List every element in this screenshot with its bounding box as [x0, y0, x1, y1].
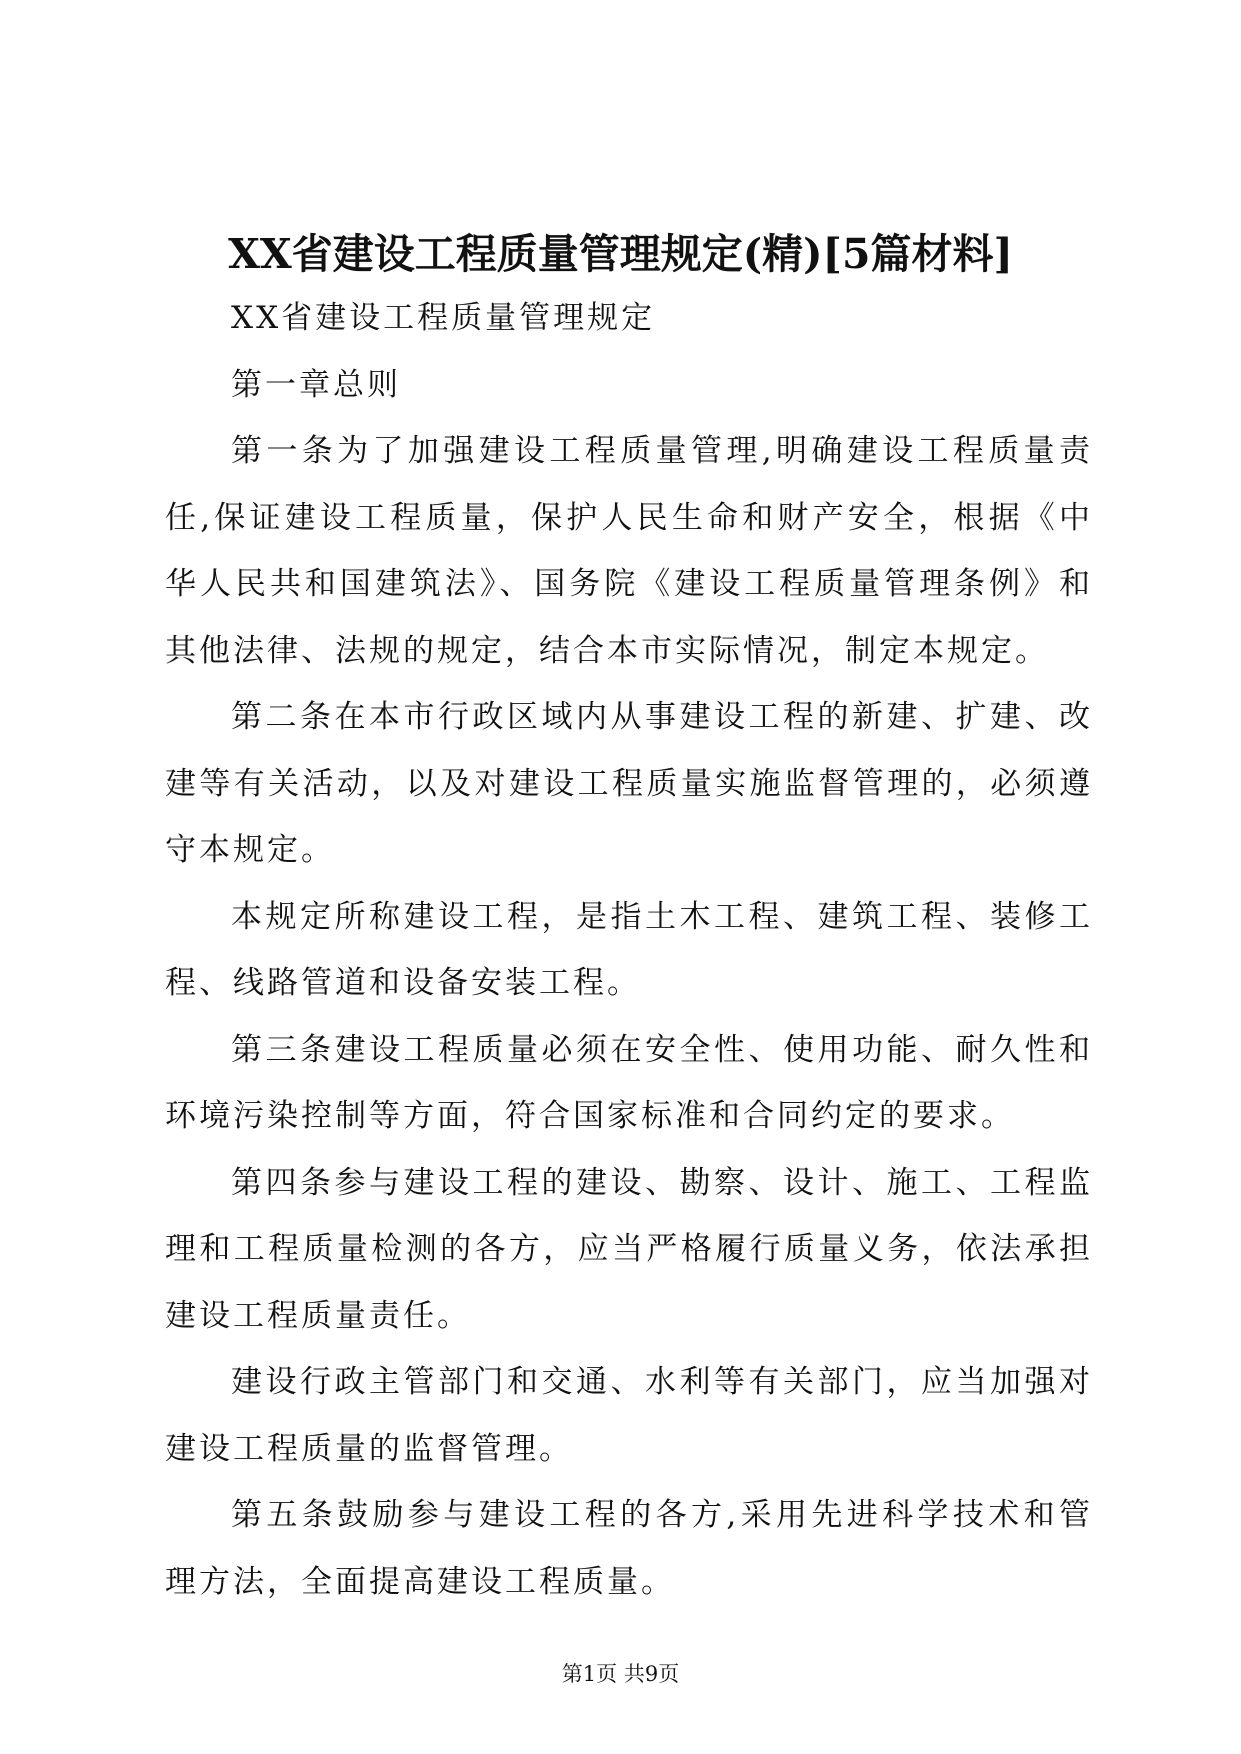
article-5-paragraph: 第五条鼓励参与建设工程的各方,采用先进科学技术和管理方法，全面提高建设工程质量。 — [165, 1497, 1093, 1600]
article-2-paragraph: 第二条在本市行政区域内从事建设工程的新建、扩建、改建等有关活动，以及对建设工程质量实施监督管理的，必须遵守本规定。 — [165, 699, 1093, 868]
supervision-paragraph: 建设行政主管部门和交通、水利等有关部门，应当加强对建设工程质量的监督管理。 — [165, 1364, 1093, 1467]
article-1-paragraph: 第一条为了加强建设工程质量管理,明确建设工程质量责任,保证建设工程质量，保护人民生命和财产安全，根据《中华人民共和国建筑法》、国务院《建设工程质量管理条例》和其他法律、法规的规定，结合本市实际情况，制定本规定。 — [165, 433, 1093, 669]
article-3-paragraph: 第三条建设工程质量必须在安全性、使用功能、耐久性和环境污染控制等方面，符合国家标准和合同约定的要求。 — [165, 1031, 1093, 1134]
document-title: XX省建设工程质量管理规定(精)[5篇材料] — [228, 230, 1013, 278]
chapter-heading: 第一章总则 — [231, 366, 401, 403]
definition-paragraph: 本规定所称建设工程，是指土木工程、建筑工程、装修工程、线路管道和设备安装工程。 — [165, 898, 1093, 1001]
article-4-paragraph: 第四条参与建设工程的建设、勘察、设计、施工、工程监理和工程质量检测的各方，应当严格履行质量义务，依法承担建设工程质量责任。 — [165, 1164, 1093, 1334]
page-footer: 第1页 共9页 — [561, 1662, 680, 1686]
document-body — [165, 285, 1093, 1615]
subtitle-paragraph: XX省建设工程质量管理规定 — [231, 300, 656, 336]
